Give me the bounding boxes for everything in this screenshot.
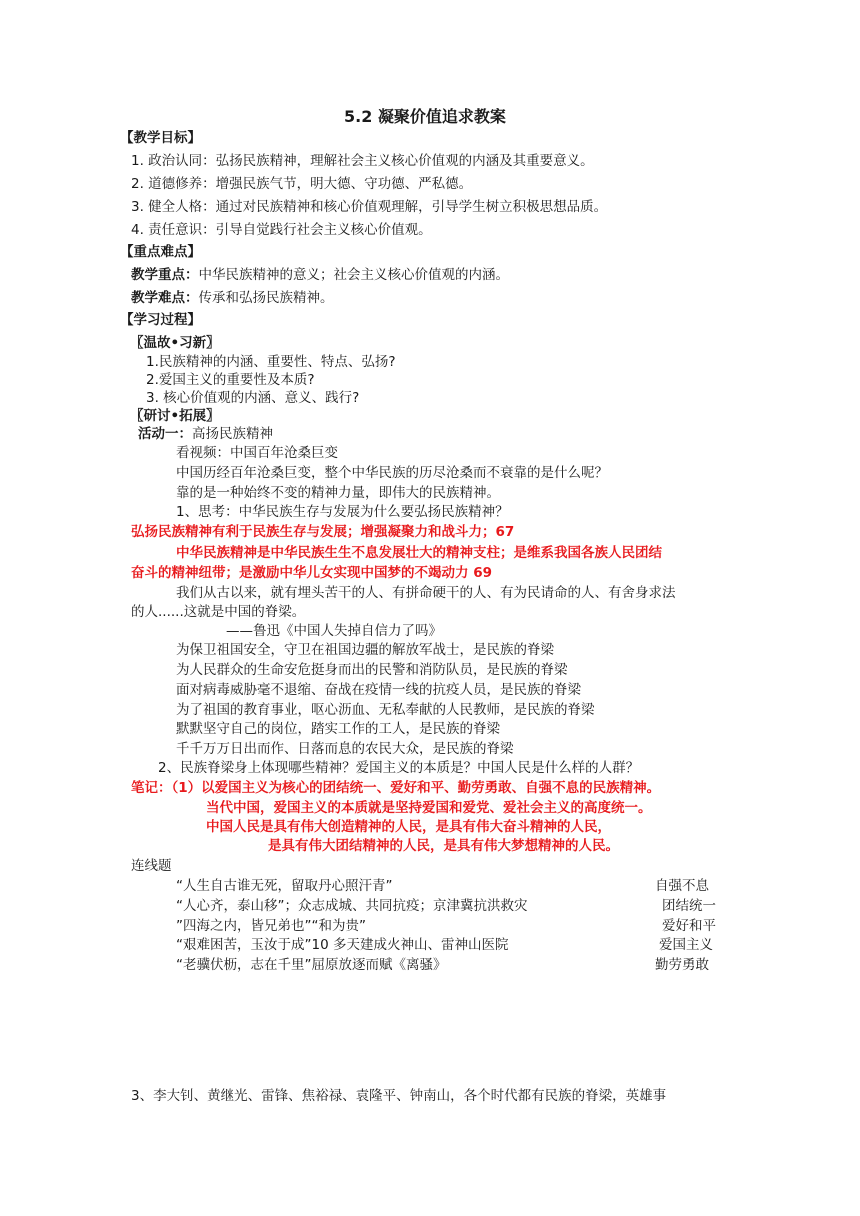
activity-label: 活动一：: [138, 426, 192, 442]
matching-right-item: 自强不息: [655, 878, 709, 894]
quote-line: 的人......这就是中国的脊梁。: [131, 604, 306, 620]
backbone-line: 默默坚守自己的岗位，踏实工作的工人，是民族的脊梁: [176, 721, 500, 737]
difficulty-text: 传承和弘扬民族精神。: [198, 290, 334, 306]
process-line: 中国历经百年沧桑巨变，整个中华民族的历尽沧桑而不衰靠的是什么呢？: [176, 465, 608, 481]
backbone-line: 千千万万日出而作、日落而息的农民大众，是民族的脊梁: [176, 741, 514, 757]
focus-text: 中华民族精神的意义；社会主义核心价值观的内涵。: [198, 267, 509, 283]
backbone-line: 为保卫祖国安全，守卫在祖国边疆的解放军战士，是民族的脊梁: [176, 642, 554, 658]
activity-text: 高扬民族精神: [192, 426, 273, 442]
activity-one: [138, 424, 273, 444]
quote-source: ——鲁迅《中国人失掉自信力了吗》: [226, 623, 442, 639]
matching-right-item: 团结统一: [662, 898, 716, 914]
teaching-difficulty: [131, 288, 334, 308]
answer-line: 奋斗的精神纽带；是激励中华儿女实现中国梦的不竭动力 69: [131, 565, 492, 581]
note-line: 是具有伟大团结精神的人民，是具有伟大梦想精神的人民。: [268, 838, 619, 854]
keypoints-heading: 【重点难点】: [120, 244, 201, 260]
difficulty-label: 教学难点：: [131, 290, 199, 306]
backbone-line: 为了祖国的教育事业，呕心沥血、无私奉献的人民教师，是民族的脊梁: [176, 702, 595, 718]
note-line: 中国人民是具有伟大创造精神的人民，是具有伟大奋斗精神的人民，: [206, 819, 611, 835]
review-item: 2.爱国主义的重要性及本质?: [146, 372, 315, 388]
focus-label: 教学重点：: [131, 267, 199, 283]
process-line: 靠的是一种始终不变的精神力量，即伟大的民族精神。: [176, 485, 500, 501]
matching-left-item: “老骥伏枥，志在千里”屈原放逐而赋《离骚》: [176, 957, 447, 973]
review-item: 3. 核心价值观的内涵、意义、践行?: [146, 390, 360, 406]
objective-item: 3. 健全人格：通过对民族精神和核心价值观理解，引导学生树立积极思想品质。: [131, 199, 608, 215]
matching-heading: 连线题: [131, 858, 172, 874]
quote-line: 我们从古以来，就有埋头苦干的人、有拼命硬干的人、有为民请命的人、有舍身求法: [176, 585, 676, 601]
objectives-heading: 【教学目标】: [120, 130, 201, 146]
matching-left-item: “艰难困苦，玉汝于成”10 多天建成火神山、雷神山医院: [176, 937, 509, 953]
question-two: 2、民族脊梁身上体现哪些精神？爱国主义的本质是？中国人民是什么样的人群？: [158, 760, 640, 776]
matching-right-item: 爱国主义: [659, 937, 713, 953]
objective-item: 2. 道德修养：增强民族气节，明大德、守功德、严私德。: [131, 176, 473, 192]
matching-left-item: “人心齐，泰山移”；众志成城、共同抗疫；京津冀抗洪救灾: [176, 898, 528, 914]
matching-right-item: 爱好和平: [662, 918, 716, 934]
process-heading: 【学习过程】: [120, 312, 201, 328]
matching-left-item: ”四海之内，皆兄弟也”“和为贵”: [176, 918, 366, 934]
objective-item: 4. 责任意识：引导自觉践行社会主义核心价值观。: [131, 222, 432, 238]
document-title: 5.2 凝聚价值追求教案: [344, 107, 506, 126]
teaching-focus: [131, 265, 509, 285]
matching-left-item: “人生自古谁无死，留取丹心照汗青”: [176, 878, 393, 894]
review-heading: 〖温故•习新〗: [130, 335, 220, 351]
note-line: 当代中国，爱国主义的本质就是坚持爱国和爱党、爱社会主义的高度统一。: [206, 800, 652, 816]
objective-item: 1. 政治认同：弘扬民族精神，理解社会主义核心价值观的内涵及其重要意义。: [131, 153, 594, 169]
process-line: 看视频：中国百年沧桑巨变: [176, 445, 338, 461]
backbone-line: 为人民群众的生命安危挺身而出的民警和消防队员，是民族的脊梁: [176, 662, 568, 678]
review-item: 1.民族精神的内涵、重要性、特点、弘扬?: [146, 354, 396, 370]
answer-line: 弘扬民族精神有利于民族生存与发展；增强凝聚力和战斗力；67: [131, 524, 515, 540]
matching-right-item: 勤劳勇敢: [655, 957, 709, 973]
backbone-line: 面对病毒威胁毫不退缩、奋战在疫情一线的抗疫人员，是民族的脊梁: [176, 682, 581, 698]
question-three: 3、李大钊、黄继光、雷锋、焦裕禄、袁隆平、钟南山，各个时代都有民族的脊梁，英雄事: [131, 1088, 667, 1104]
process-line: 1、思考：中华民族生存与发展为什么要弘扬民族精神？: [176, 504, 509, 520]
explore-heading: 〖研讨•拓展〗: [130, 408, 220, 424]
note-line: 笔记：（1）以爱国主义为核心的团结统一、爱好和平、勤劳勇敢、自强不息的民族精神。: [131, 780, 661, 796]
answer-line: 中华民族精神是中华民族生生不息发展壮大的精神支柱；是维系我国各族人民团结: [176, 545, 662, 561]
